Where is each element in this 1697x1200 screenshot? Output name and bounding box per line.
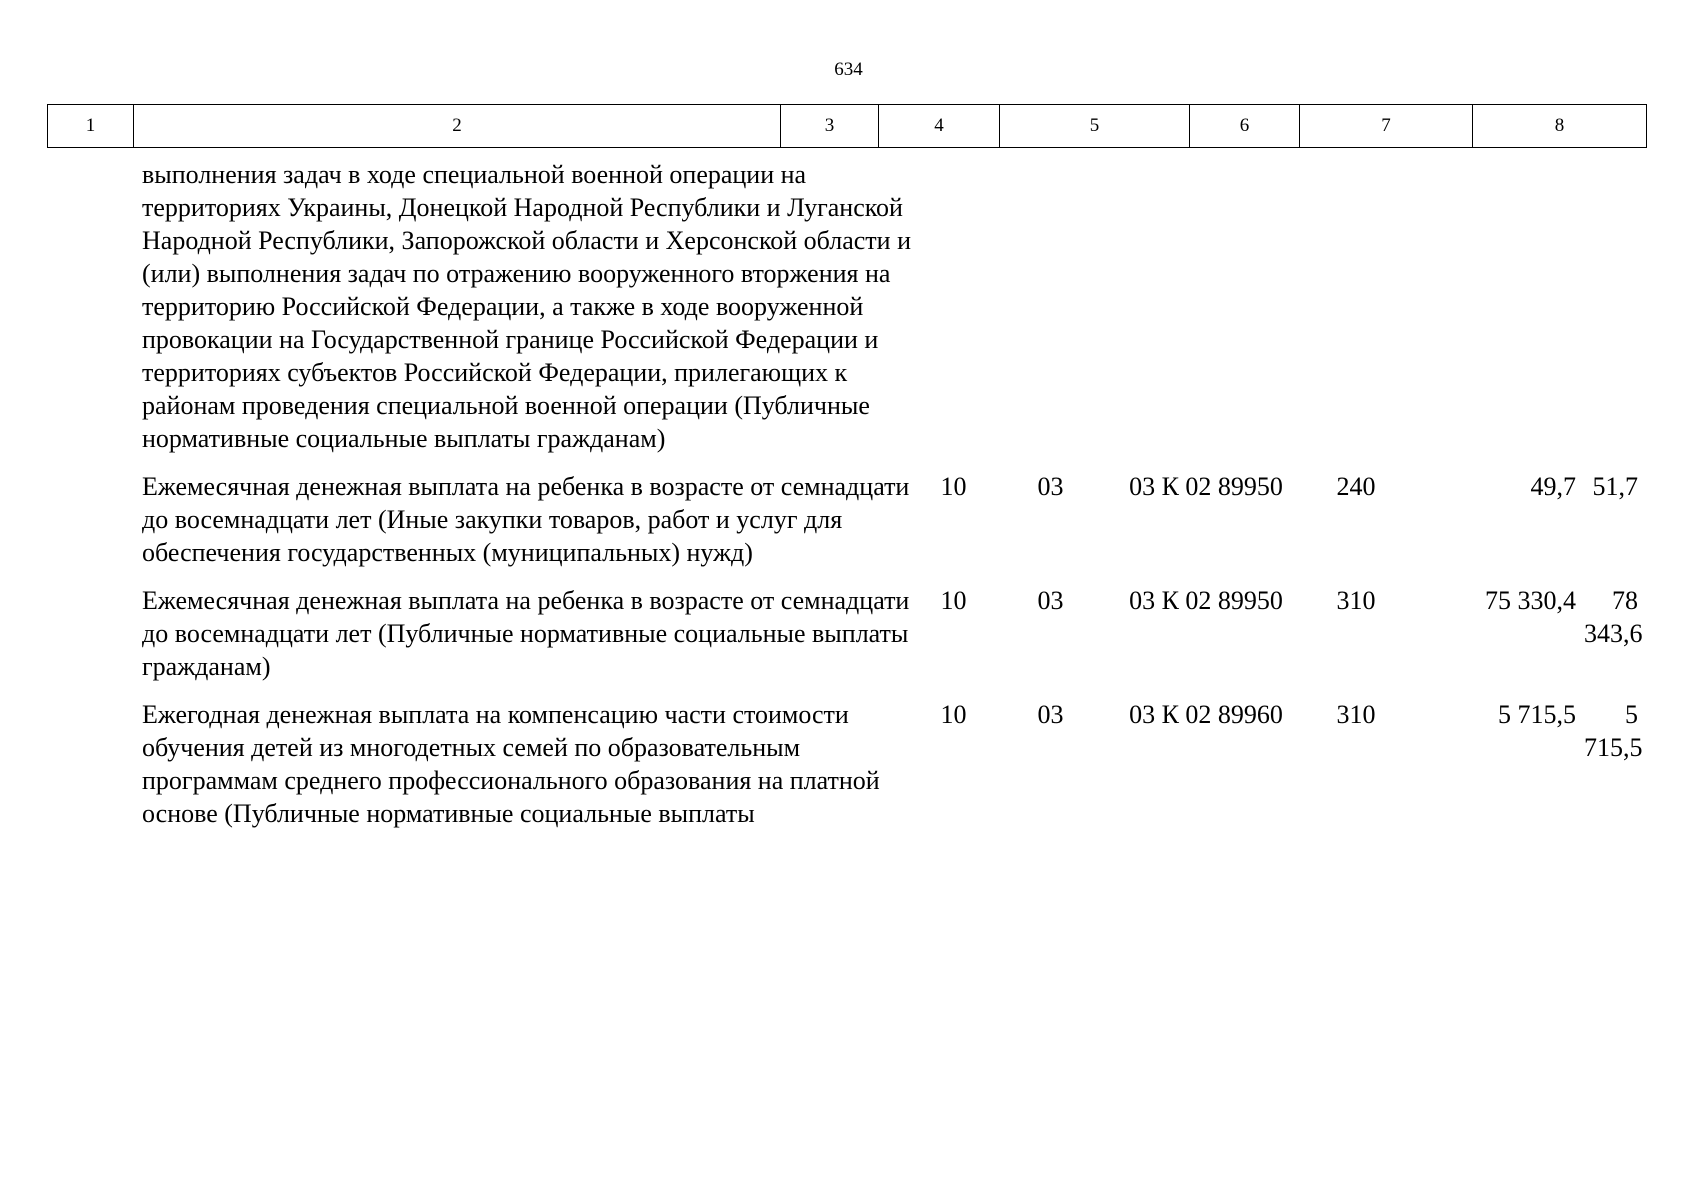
row-col4: 03: [1037, 472, 1064, 501]
table-row: [47, 584, 1646, 698]
column-number-5: 5: [1000, 105, 1190, 148]
page-number: 634: [834, 59, 863, 80]
row-description: выполнения задач в ходе специальной военной операции на территориях Украины, Донецкой Народной Республики и Луганской Народной Республики, Запорожской области и Херсонской области и (или) выполнения задач по отражению вооруженного вторжения на территорию Российской Федерации, а также в ходе вооруженной провокации на Государственной границе Российской Федерации и территориях субъектов Российской Федерации, прилегающих к районам проведения специальной военной операции (Публичные нормативные социальные выплаты гражданам): [142, 160, 911, 453]
table-row: [47, 698, 1646, 830]
row-col8: 51,7: [1592, 472, 1638, 501]
row-col8: 78 343,6: [1584, 586, 1643, 648]
row-col6: 240: [1336, 472, 1376, 501]
row-col5: 03 К 02 89960: [1129, 700, 1283, 729]
row-col3: 10: [940, 700, 967, 729]
row-description: Ежемесячная денежная выплата на ребенка в возрасте от семнадцати до восемнадцати лет (Публичные нормативные социальные выплаты гражданам): [142, 586, 910, 681]
row-col5: 03 К 02 89950: [1129, 586, 1283, 615]
row-description: Ежегодная денежная выплата на компенсацию части стоимости обучения детей из многодетных семей по образовательным программам среднего профессионального образования на платной основе (Публичные нормативные социальные выплаты: [142, 700, 880, 828]
row-col6: [1301, 158, 1411, 470]
row-col3: 10: [940, 586, 967, 615]
column-number-2: 2: [134, 105, 781, 148]
column-number-4: 4: [879, 105, 1000, 148]
row-col7: 75 330,4: [1485, 586, 1576, 615]
header-row: [48, 105, 1647, 148]
row-col6: 310: [1336, 586, 1376, 615]
row-col7: 49,7: [1530, 472, 1576, 501]
budget-table: [47, 158, 1646, 830]
row-col4: 03: [1037, 700, 1064, 729]
row-col8: [1584, 158, 1646, 470]
table-row: [47, 158, 1646, 470]
row-col4: [990, 158, 1111, 470]
row-col5: [1111, 158, 1301, 470]
column-number-6: 6: [1190, 105, 1300, 148]
row-col3: [917, 158, 990, 470]
column-number-1: 1: [48, 105, 134, 148]
row-col8: 5 715,5: [1584, 700, 1643, 762]
row-description: Ежемесячная денежная выплата на ребенка в возрасте от семнадцати до восемнадцати лет (Иные закупки товаров, работ и услуг для обеспечения государственных (муниципальных) нужд): [142, 472, 910, 567]
column-number-header: [47, 104, 1647, 148]
row-col6: 310: [1336, 700, 1376, 729]
column-number-7: 7: [1300, 105, 1473, 148]
row-col3: 10: [940, 472, 967, 501]
row-col7: [1411, 158, 1584, 470]
row-col5: 03 К 02 89950: [1129, 472, 1283, 501]
column-number-8: 8: [1473, 105, 1647, 148]
row-col7: 5 715,5: [1498, 700, 1576, 729]
column-number-3: 3: [781, 105, 879, 148]
table-row: [47, 470, 1646, 584]
row-col4: 03: [1037, 586, 1064, 615]
